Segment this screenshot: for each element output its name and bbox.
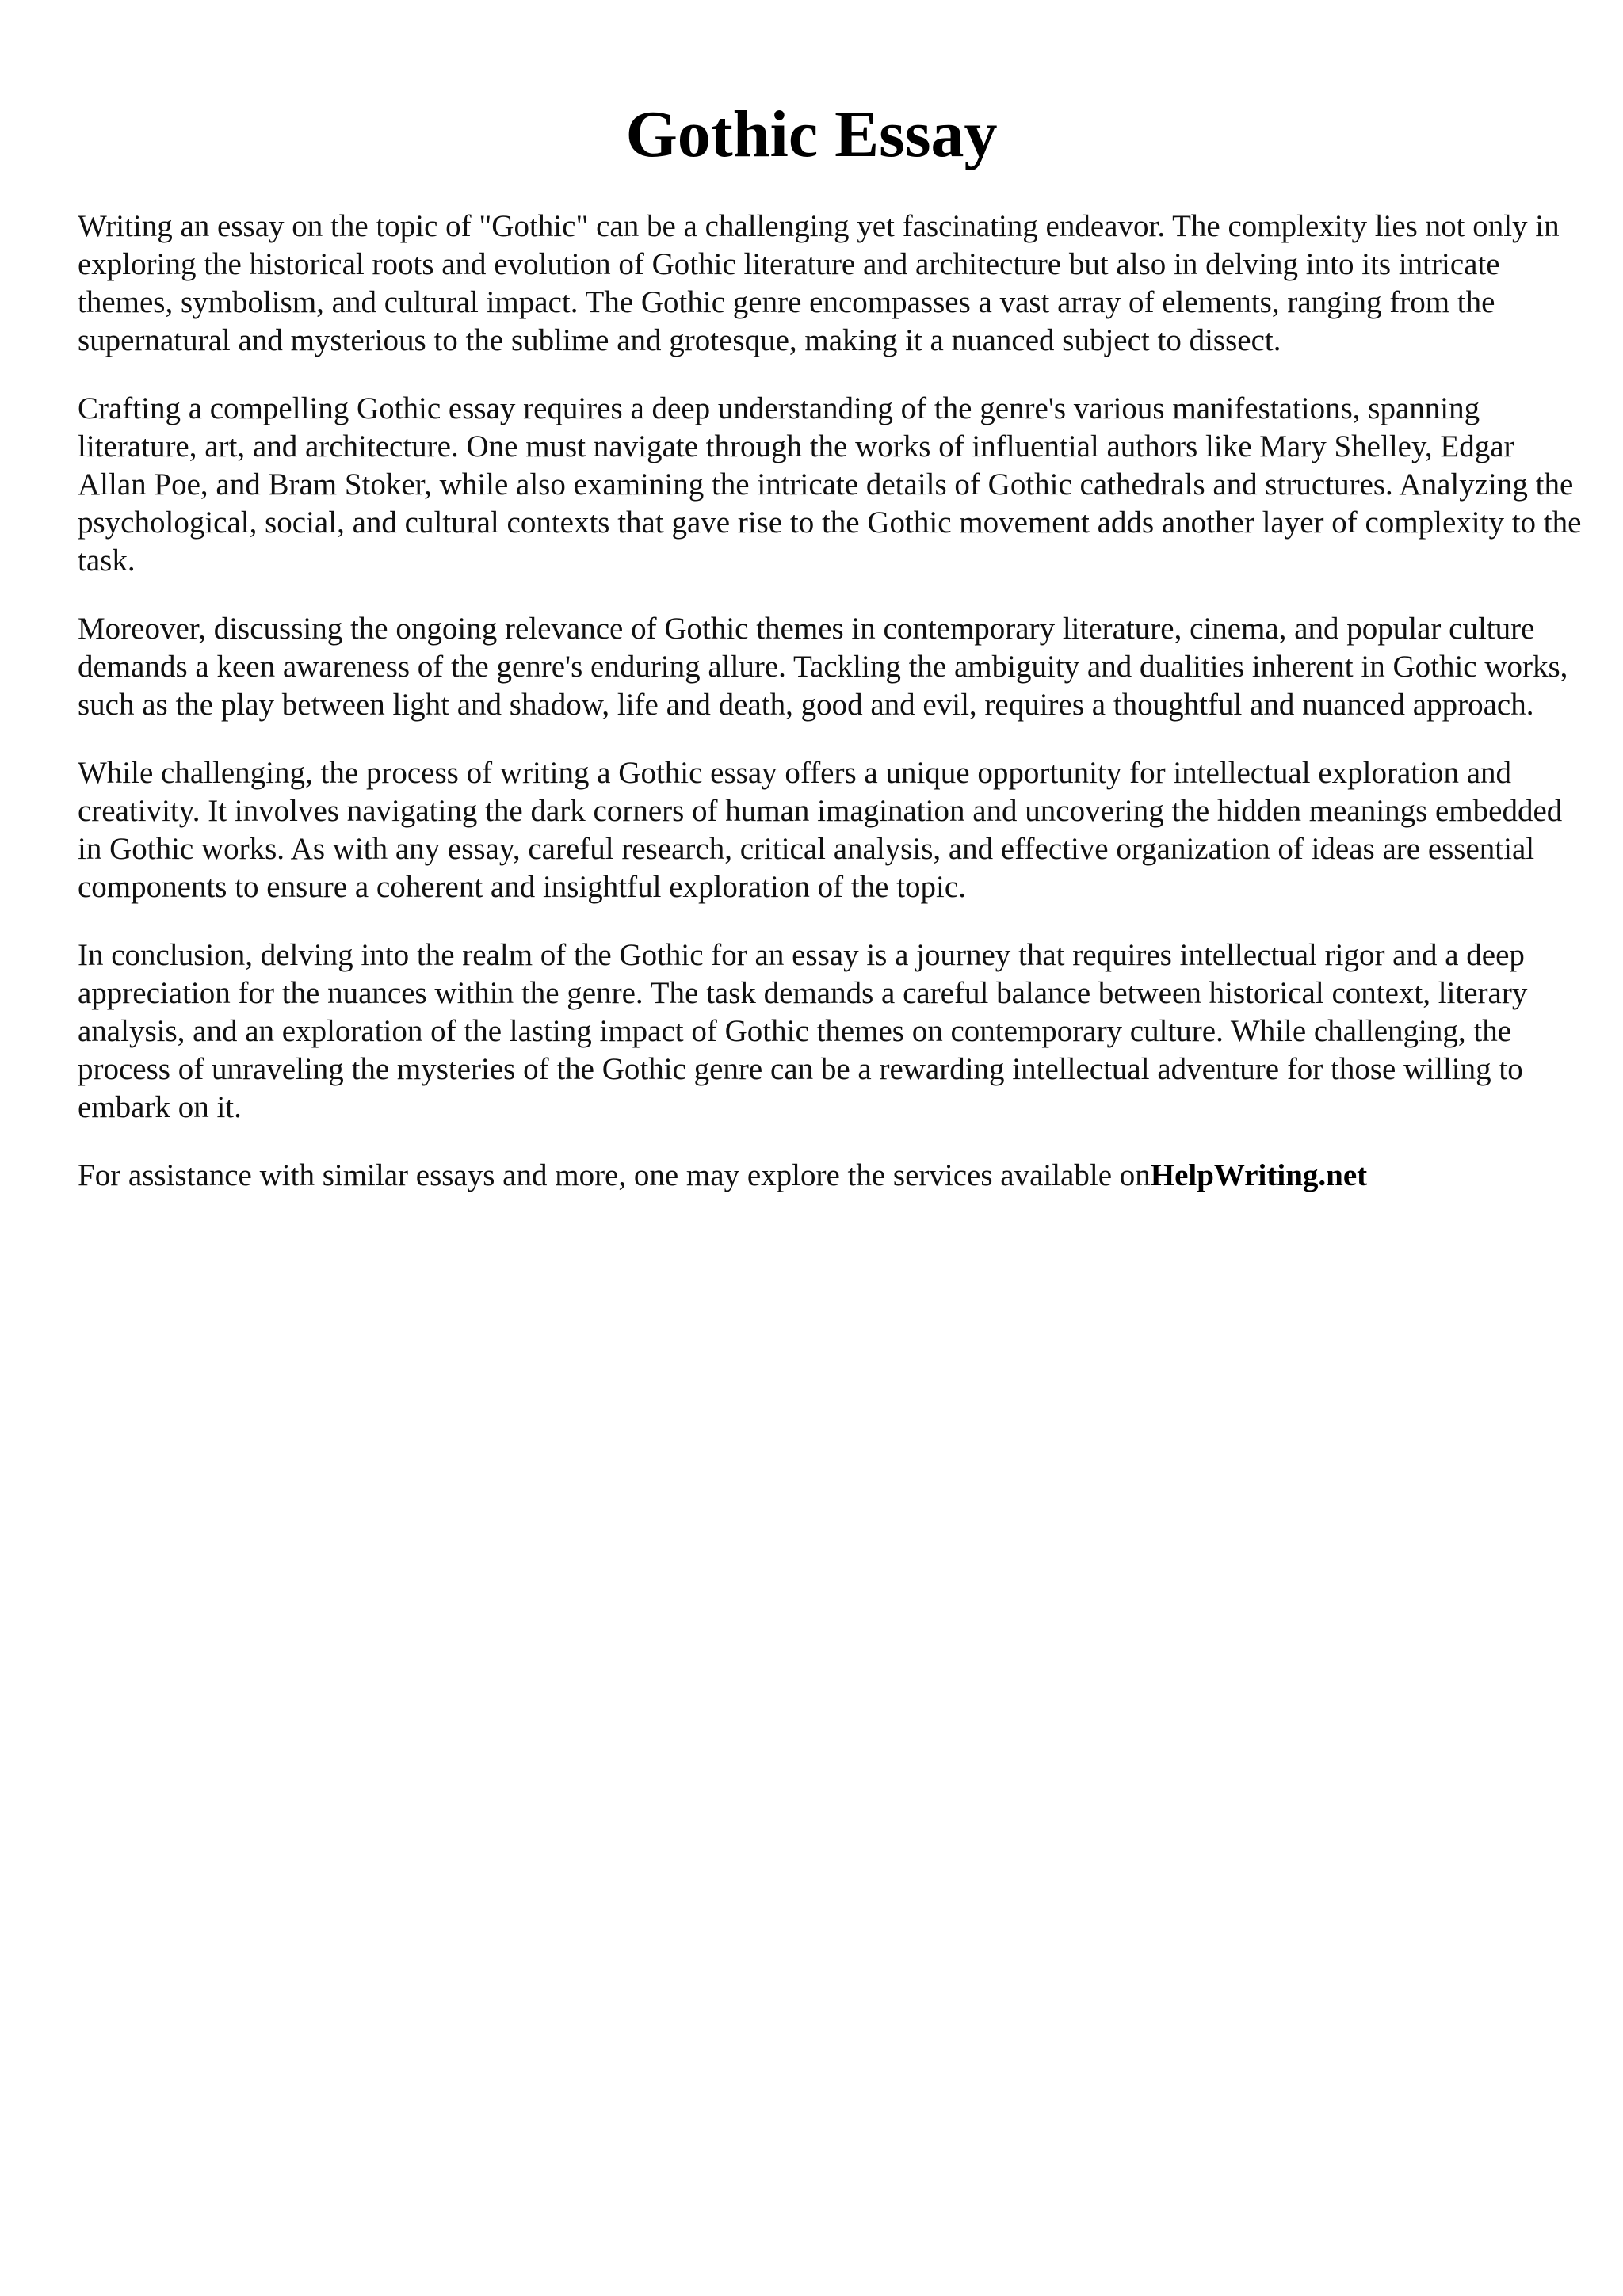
paragraph-1: Writing an essay on the topic of "Gothic" can be a challenging yet fascinating endeavor. The complexity lies not only in exploring the historical roots and evolution of Gothic literature and architecture but also in delving into its intricate themes, symbolism, and cultural impact. The Gothic genre encompasses a vast array of elements, ranging from the supernatural and mysterious to the sublime and grotesque, making it a nuanced subject to dissect. <box>78 209 1560 357</box>
closing-text: For assistance with similar essays and more, one may explore the services available on <box>78 1158 1151 1192</box>
helpwriting-link[interactable]: HelpWriting.net <box>1150 1158 1368 1192</box>
paragraph-2: Crafting a compelling Gothic essay requires a deep understanding of the genre's various manifestations, spanning literature, art, and architecture. One must navigate through the works of influential authors like Mary Shelley, Edgar Allan Poe, and Bram Stoker, while also examining the intricate details of Gothic cathedrals and structures. Analyzing the psychological, social, and cultural contexts that gave rise to the Gothic movement adds another layer of complexity to the task. <box>78 391 1582 578</box>
closing-paragraph <box>78 1157 1583 1195</box>
document-title: Gothic Essay <box>625 97 998 171</box>
paragraph-5: In conclusion, delving into the realm of the Gothic for an essay is a journey that requires intellectual rigor and a deep appreciation for the nuances within the genre. The task demands a careful balance between historical context, literary analysis, and an exploration of the lasting impact of Gothic themes on contemporary culture. While challenging, the process of unraveling the mysteries of the Gothic genre can be a rewarding intellectual adventure for those willing to embark on it. <box>78 938 1528 1124</box>
paragraph-4: While challenging, the process of writing a Gothic essay offers a unique opportunity for intellectual exploration and creativity. It involves navigating the dark corners of human imagination and uncovering the hidden meanings embedded in Gothic works. As with any essay, careful research, critical analysis, and effective organization of ideas are essential components to ensure a coherent and insightful exploration of the topic. <box>78 756 1563 904</box>
document-body <box>78 208 1583 1225</box>
paragraph-3: Moreover, discussing the ongoing relevance of Gothic themes in contemporary literature, cinema, and popular culture demands a keen awareness of the genre's enduring allure. Tackling the ambiguity and dualities inherent in Gothic works, such as the play between light and shadow, life and death, good and evil, requires a thoughtful and nuanced approach. <box>78 612 1568 722</box>
